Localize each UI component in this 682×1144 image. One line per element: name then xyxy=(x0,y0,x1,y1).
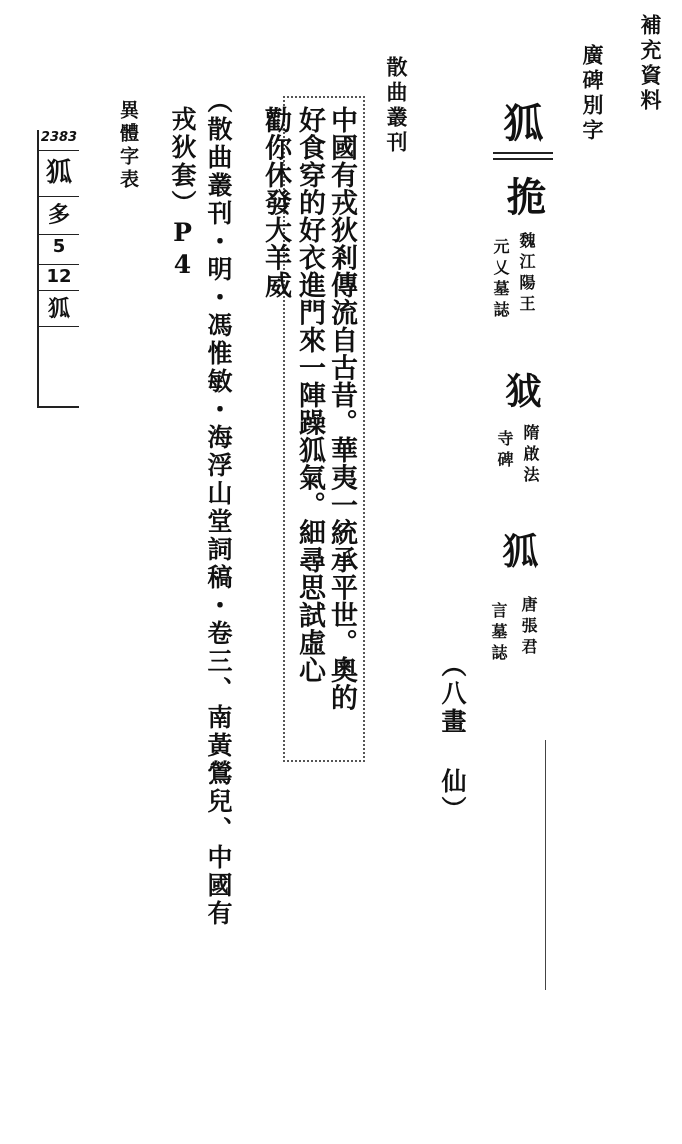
side-label: 異體字表 xyxy=(117,100,139,192)
citation-side: 戎狄套）P4 xyxy=(168,106,197,282)
source-title: 散曲叢刊 xyxy=(384,56,409,156)
variant-2-source-line2: 寺碑 xyxy=(495,430,514,472)
variant-3-source-line1: 唐張君 xyxy=(519,596,538,659)
page-reference: （八畫 仙） xyxy=(438,652,467,824)
card-char2: 狐 xyxy=(39,292,79,327)
card-code: 2383 xyxy=(39,130,79,151)
variant-3-source-line2: 言墓誌 xyxy=(489,602,508,665)
supplement-heading: 補充資料 xyxy=(638,14,663,114)
quote-line-1: 中國有戎狄剎傳流自古昔。華夷一統承平世。奧的 xyxy=(326,106,357,711)
card-left-border xyxy=(37,130,39,408)
variant-2-character: 狘 xyxy=(500,372,542,408)
variant-1-character: 㧪 xyxy=(500,176,547,216)
head-character: 狐 xyxy=(497,102,544,142)
variant-2-source-line1: 隋啟法 xyxy=(521,424,540,487)
card-char: 狐 xyxy=(39,152,79,197)
index-card xyxy=(35,130,79,408)
quote-line-2: 好食穿的好衣進門來一陣躁狐氣。細尋思試虛心 xyxy=(294,106,325,684)
card-bottom-border xyxy=(37,406,79,408)
card-row2: 多 xyxy=(39,198,79,235)
citation-main: （散曲叢刊・明・馮惟敏・海浮山堂詞稿・卷三、南黃鶯兒、中國有 xyxy=(204,88,233,928)
card-num2: 12 xyxy=(39,266,79,291)
right-ruling-line xyxy=(545,740,546,990)
variant-3-character: 狐 xyxy=(497,532,539,568)
variants-heading: 廣碑別字 xyxy=(580,44,605,144)
double-rule-bottom xyxy=(493,158,553,160)
quote-line-3: 勸你休發大羊威 xyxy=(260,106,291,299)
double-rule-top xyxy=(493,152,553,154)
variant-1-source-line1: 魏江陽王 xyxy=(517,232,536,316)
card-num1: 5 xyxy=(39,236,79,265)
variant-1-source-line2: 元乂墓誌 xyxy=(491,238,510,322)
